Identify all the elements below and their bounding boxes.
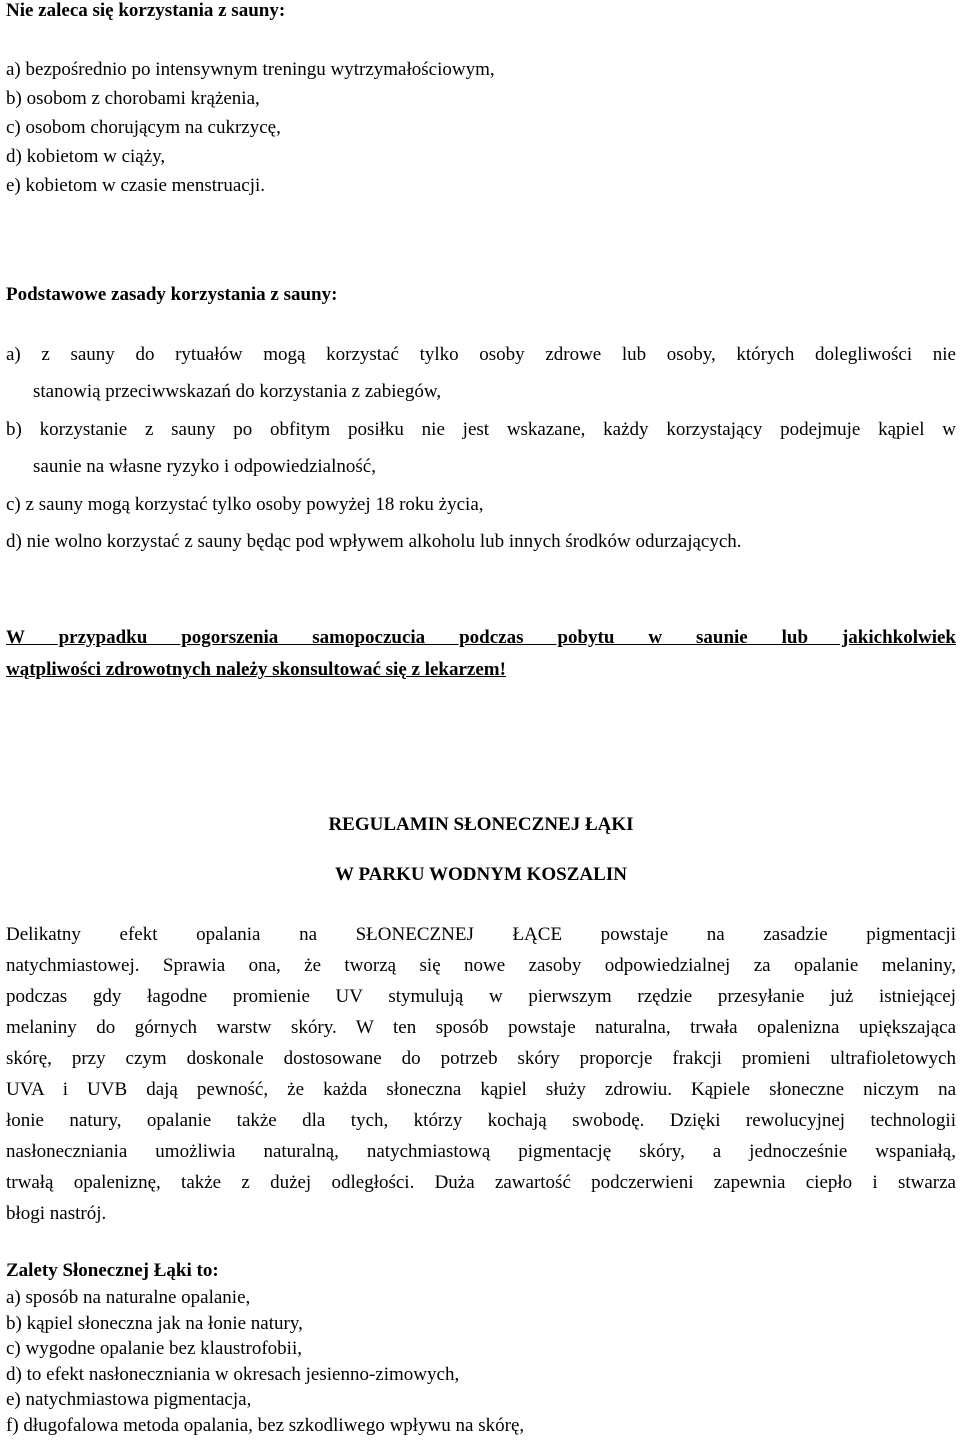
paragraph-last-line: błogi nastrój. xyxy=(6,1203,107,1224)
warning-line2: wątpliwości zdrowotnych należy skonsultować się z lekarzem! xyxy=(6,659,506,680)
section2-item-d: d) nie wolno korzystać z sauny będąc pod wpływem alkoholu lub innych środków odurzających. xyxy=(6,531,742,552)
section2-item-a-line1: a) z sauny do rytuałów mogą korzystać tylko osoby zdrowe lub osoby, których dolegliwości nie xyxy=(6,344,956,365)
list-item: e) natychmiastowa pigmentacja, xyxy=(6,1389,252,1410)
section2-item-a-line2: stanowią przeciwwskazań do korzystania z zabiegów, xyxy=(33,381,442,402)
list-item: d) kobietom w ciąży, xyxy=(6,146,166,167)
list-item: c) wygodne opalanie bez klaustrofobii, xyxy=(6,1338,302,1359)
warning-line1: W przypadku pogorszenia samopoczucia podczas pobytu w saunie lub jakichkolwiek xyxy=(6,627,956,648)
list-item: b) kąpiel słoneczna jak na łonie natury, xyxy=(6,1312,303,1334)
list-item: f) długofalowa metoda opalania, bez szkodliwego wpływu na skórę, xyxy=(6,1414,525,1436)
paragraph-line: melaniny do górnych warstw skóry. W ten sposób powstaje naturalna, trwała opalenizna upiększająca xyxy=(6,1017,956,1038)
zalety-list xyxy=(6,1287,956,1440)
paragraph-line: UVA i UVB dają pewność, że każda słoneczna kąpiel służy zdrowiu. Kąpiele słoneczne niczym na xyxy=(6,1079,956,1100)
list-item: b) osobom z chorobami krążenia, xyxy=(6,88,260,109)
paragraph-line: trwałą opaleniznę, także z dużej odległości. Duża zawartość podczerwieni zapewnia ciepło i stwarza xyxy=(6,1172,956,1193)
list-item: d) to efekt nasłoneczniania w okresach jesienno-zimowych, xyxy=(6,1363,460,1385)
zalety-heading: Zalety Słonecznej Łąki to: xyxy=(6,1260,219,1281)
list-item: c) osobom chorującym na cukrzycę, xyxy=(6,117,281,138)
regulamin-title: REGULAMIN SŁONECZNEJ ŁĄKI xyxy=(328,814,634,835)
list-item: a) bezpośrednio po intensywnym treningu wytrzymałościowym, xyxy=(6,59,495,80)
section2-item-c: c) z sauny mogą korzystać tylko osoby powyżej 18 roku życia, xyxy=(6,494,484,515)
paragraph-line: podczas gdy łagodne promienie UV stymulują w pierwszym rzędzie przesyłanie już istniejącej xyxy=(6,986,956,1007)
paragraph-line: Delikatny efekt opalania na SŁONECZNEJ ŁĄCE powstaje na zasadzie pigmentacji xyxy=(6,924,956,945)
paragraph-line: skórę, przy czym doskonale dostosowane do potrzeb skóry proporcje frakcji promieni ultrafioletowych xyxy=(6,1048,956,1069)
section1-list xyxy=(6,59,956,204)
regulamin-paragraph xyxy=(6,924,956,1234)
list-item: e) kobietom w czasie menstruacji. xyxy=(6,175,266,196)
list-item: a) sposób na naturalne opalanie, xyxy=(6,1287,251,1308)
section2-item-b-line2: saunie na własne ryzyko i odpowiedzialność, xyxy=(33,456,376,477)
paragraph-line: łonie natury, opalanie także dla tych, którzy kochają swobodę. Dzięki rewolucyjnej technologii xyxy=(6,1110,956,1131)
regulamin-subtitle: W PARKU WODNYM KOSZALIN xyxy=(335,864,627,885)
section1-heading: Nie zaleca się korzystania z sauny: xyxy=(6,0,286,21)
paragraph-line: natychmiastowej. Sprawia ona, że tworzą się nowe zasoby odpowiedzialnej za opalanie melaniny, xyxy=(6,955,956,976)
section2-item-b-line1: b) korzystanie z sauny po obfitym posiłku nie jest wskazane, każdy korzystający podejmuje kąpiel w xyxy=(6,419,956,440)
section2-heading: Podstawowe zasady korzystania z sauny: xyxy=(6,284,338,305)
paragraph-line: nasłoneczniania umożliwia naturalną, natychmiastową pigmentację skóry, a jednocześnie wspaniałą, xyxy=(6,1141,956,1162)
